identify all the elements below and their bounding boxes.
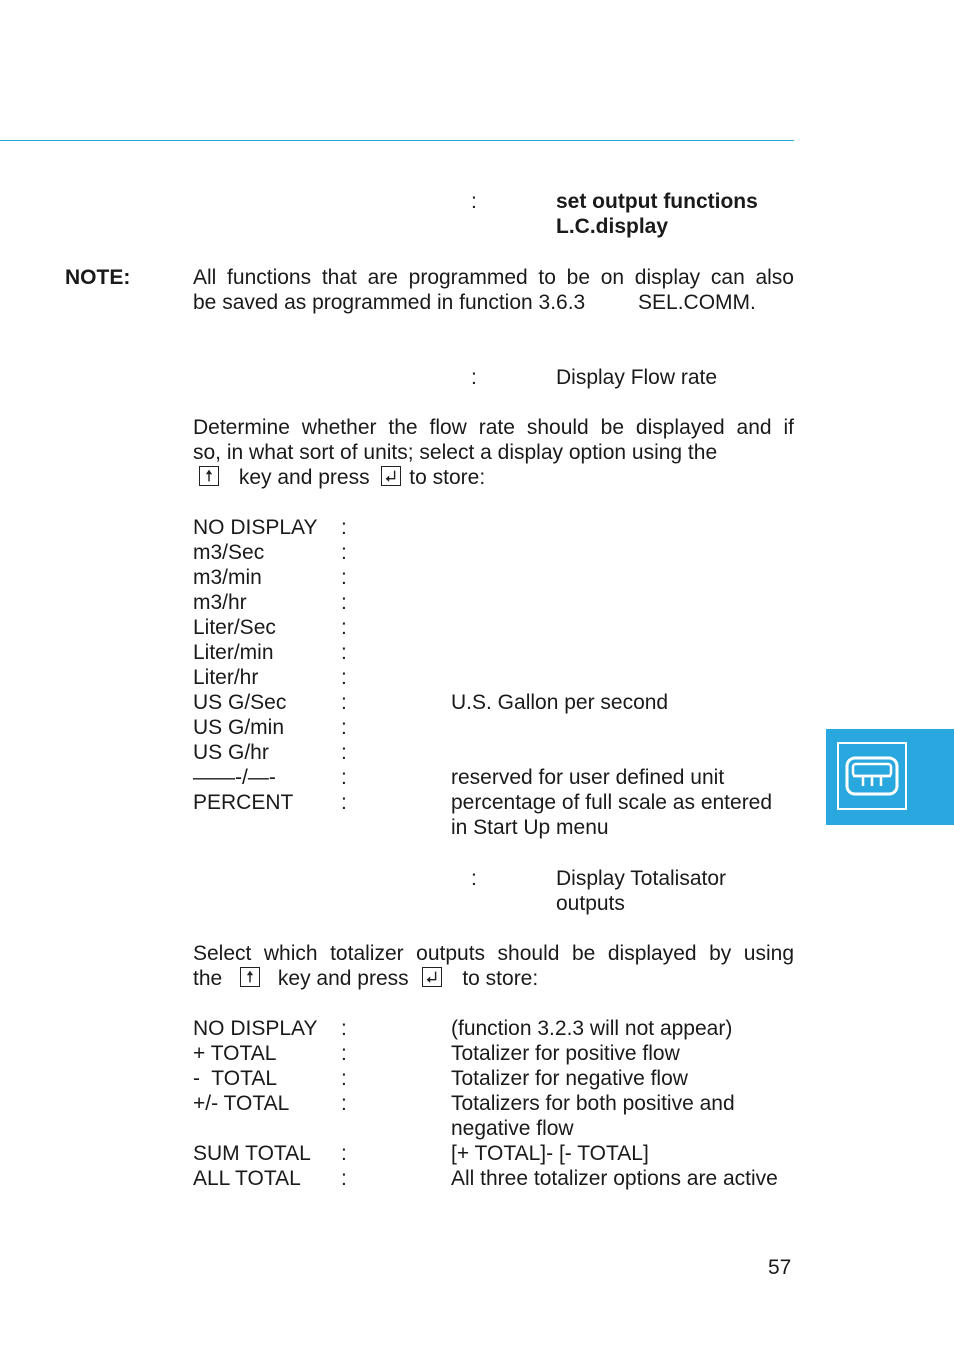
header-title-line1: set output functions	[556, 190, 758, 213]
flow-option-label: NO DISPLAY	[193, 516, 318, 539]
flow-section-colon: :	[471, 366, 477, 389]
total-option-desc: All three totalizer options are active	[451, 1167, 778, 1190]
flow-option-colon: :	[341, 766, 347, 789]
flow-option-label: US G/hr	[193, 741, 269, 764]
flow-option-colon: :	[341, 741, 347, 764]
flow-para-line2: so, in what sort of units; select a display option using the	[193, 441, 718, 464]
flow-option-colon: :	[341, 616, 347, 639]
flow-option-desc: U.S. Gallon per second	[451, 691, 669, 714]
total-option-colon: :	[341, 1092, 347, 1115]
flow-para-line3	[197, 465, 485, 490]
flow-option-colon: :	[341, 716, 347, 739]
total-option-colon: :	[341, 1067, 347, 1090]
flow-option-label: US G/Sec	[193, 691, 287, 714]
total-para-line2-c: to store:	[462, 967, 539, 990]
header-colon: :	[471, 190, 477, 213]
flow-option-label: m3/hr	[193, 591, 247, 614]
total-section-colon: :	[471, 867, 477, 890]
total-option-desc: Totalizers for both positive and	[451, 1092, 735, 1115]
top-rule	[0, 140, 794, 141]
note-label: NOTE:	[65, 266, 131, 289]
flow-option-colon: :	[341, 566, 347, 589]
flow-option-label: Liter/Sec	[193, 616, 276, 639]
total-option-colon: :	[341, 1167, 347, 1190]
total-option-label: +/- TOTAL	[193, 1092, 290, 1115]
total-option-desc: [+ TOTAL]- [- TOTAL]	[451, 1142, 649, 1165]
total-section-title-line1: Display Totalisator	[556, 867, 727, 890]
total-option-colon: :	[341, 1142, 347, 1165]
flow-option-colon: :	[341, 641, 347, 664]
up-arrow-key-icon	[199, 466, 219, 486]
total-option-desc: (function 3.2.3 will not appear)	[451, 1017, 733, 1040]
flow-option-colon: :	[341, 666, 347, 689]
note-line2-code: SEL.COMM.	[638, 291, 756, 314]
flow-option-colon: :	[341, 591, 347, 614]
header-title-line2: L.C.display	[556, 215, 669, 238]
flow-option-colon: :	[341, 791, 347, 814]
flow-option-label: US G/min	[193, 716, 285, 739]
enter-key-icon	[381, 466, 401, 486]
flow-option-desc: reserved for user defined unit	[451, 766, 725, 789]
total-option-label: - TOTAL	[193, 1067, 278, 1090]
note-line1: All functions that are programmed to be on display can also	[193, 266, 794, 289]
flow-option-desc: in Start Up menu	[451, 816, 609, 839]
enter-key-icon	[422, 967, 442, 987]
up-arrow-key-icon	[240, 967, 260, 987]
flow-option-desc: percentage of full scale as entered	[451, 791, 773, 814]
total-option-label: + TOTAL	[193, 1042, 277, 1065]
flow-option-label: PERCENT	[193, 791, 294, 814]
flow-option-colon: :	[341, 691, 347, 714]
flow-para-line3-a: key and press	[238, 466, 370, 489]
flow-option-label: Liter/min	[193, 641, 274, 664]
flow-option-label: Liter/hr	[193, 666, 259, 689]
flow-section-title: Display Flow rate	[556, 366, 718, 389]
total-option-label: ALL TOTAL	[193, 1167, 301, 1190]
page-number: 57	[768, 1256, 792, 1279]
chapter-tab-frame	[837, 742, 907, 810]
total-para-line2	[193, 966, 538, 991]
display-terminal-icon	[839, 744, 905, 808]
flow-para-line1: Determine whether the flow rate should be displayed and if	[193, 416, 794, 439]
total-option-label: NO DISPLAY	[193, 1017, 318, 1040]
total-option-label: SUM TOTAL	[193, 1142, 311, 1165]
total-option-desc: Totalizer for negative flow	[451, 1067, 688, 1090]
total-option-desc: negative flow	[451, 1117, 574, 1140]
chapter-tab	[826, 729, 954, 825]
total-option-colon: :	[341, 1017, 347, 1040]
flow-option-colon: :	[341, 541, 347, 564]
total-para-line2-b: key and press	[277, 967, 409, 990]
total-option-desc: Totalizer for positive flow	[451, 1042, 680, 1065]
flow-option-label: m3/min	[193, 566, 262, 589]
total-section-title-line2: outputs	[556, 892, 625, 915]
total-para-line2-a: the	[193, 967, 223, 990]
flow-para-line3-b: to store:	[409, 466, 486, 489]
flow-option-colon: :	[341, 516, 347, 539]
note-line2: be saved as programmed in function 3.6.3	[193, 291, 586, 314]
flow-option-label: m3/Sec	[193, 541, 265, 564]
total-para-line1: Select which totalizer outputs should be displayed by using	[193, 942, 794, 965]
flow-option-label: ——-/—-	[193, 766, 276, 789]
total-option-colon: :	[341, 1042, 347, 1065]
